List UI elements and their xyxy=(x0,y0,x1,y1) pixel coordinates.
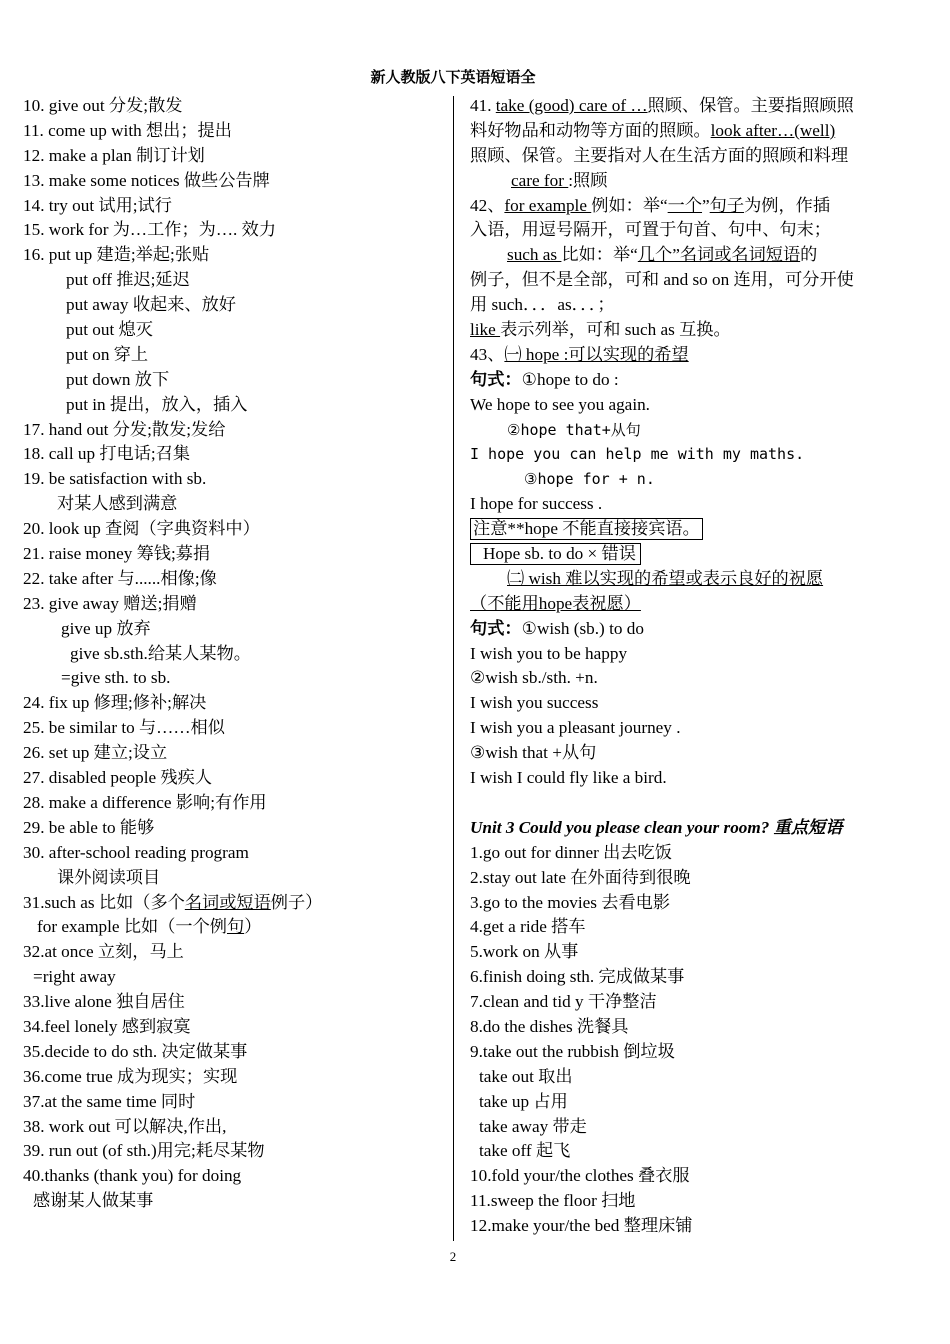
list-item: 6.finish doing sth. 完成做某事 xyxy=(470,967,685,987)
underlined-text: like xyxy=(470,320,501,340)
underlined-text: （不能用hope表祝愿） xyxy=(470,593,641,613)
underlined-text: look after…(well) xyxy=(710,120,836,140)
list-item: I wish you to be happy xyxy=(470,643,628,663)
list-item xyxy=(470,169,895,194)
text: 例如：举“ xyxy=(591,195,668,215)
text: 表示列举，可和 such as 互换。 xyxy=(500,320,731,340)
list-item: put away 收起来、放好 xyxy=(66,295,236,315)
list-item: 37.at the same time 同时 xyxy=(23,1091,196,1111)
list-item: I hope for success . xyxy=(470,494,603,514)
list-item: 17. hand out 分发;散发;发给 xyxy=(23,419,226,439)
page-number: 2 xyxy=(449,1249,457,1264)
list-item: put on 穿上 xyxy=(66,344,149,364)
list-item: take off 起飞 xyxy=(479,1141,571,1161)
list-item: 8.do the dishes 洗餐具 xyxy=(470,1016,629,1036)
list-item: 10.fold your/the clothes 叠衣服 xyxy=(470,1166,690,1186)
text: ” xyxy=(702,195,710,215)
list-item: 38. work out 可以解决,作出, xyxy=(23,1116,227,1136)
text: 的 xyxy=(800,245,818,265)
list-item: 5.work on 从事 xyxy=(470,942,579,962)
list-item: put down 放下 xyxy=(66,369,170,389)
bold-label: 句式： xyxy=(470,618,522,638)
list-item: 26. set up 建立;设立 xyxy=(23,743,168,763)
list-item xyxy=(470,343,895,368)
list-item: 25. be similar to 与……相似 xyxy=(23,718,225,738)
text: 为例，作插 xyxy=(744,195,831,215)
list-item xyxy=(470,243,895,268)
list-item: 30. after-school reading program xyxy=(23,842,249,862)
list-item: 15. work for 为…工作；为…. 效力 xyxy=(23,220,277,240)
list-item: 11.sweep the floor 扫地 xyxy=(470,1191,636,1211)
text: 料好物品和动物等方面的照顾。 xyxy=(470,120,711,140)
list-item: give sb.sth.给某人某物。 xyxy=(70,643,251,663)
list-item: 3.go to the movies 去看电影 xyxy=(470,892,671,912)
right-column xyxy=(470,94,895,1239)
text: ①hope to do : xyxy=(521,369,619,389)
list-item: 2.stay out late 在外面待到很晚 xyxy=(470,867,691,887)
text: :照顾 xyxy=(568,170,608,190)
list-item: 24. fix up 修理;修补;解决 xyxy=(23,693,207,713)
list-item: take up 占用 xyxy=(479,1091,568,1111)
list-item xyxy=(470,94,895,119)
list-item xyxy=(470,567,895,592)
list-item: 23. give away 赠送;捐赠 xyxy=(23,593,197,613)
list-item: 10. give out 分发;散发 xyxy=(23,96,183,115)
text: for example 比如（一个例 xyxy=(37,917,227,937)
list-item xyxy=(470,194,895,219)
left-column xyxy=(23,94,448,1214)
list-item xyxy=(470,119,895,144)
underlined-text: take (good) care of … xyxy=(495,96,648,115)
list-item xyxy=(23,915,448,940)
underlined-text: ㈡ wish 难以实现的希望或表示良好的祝愿 xyxy=(507,568,824,588)
text: 43、 xyxy=(470,344,505,364)
list-item: give up 放弃 xyxy=(61,618,151,638)
list-item: ②wish sb./sth. +n. xyxy=(470,668,598,688)
underlined-text: 几个”名词或名词短语 xyxy=(637,245,801,265)
list-item: 11. come up with 想出；提出 xyxy=(23,120,232,140)
note-box: 注意**hope 不能直接接宾语。 xyxy=(470,518,703,540)
list-item xyxy=(23,891,448,916)
list-item: 例子，但不是全部，可和 and so on 连用，可分开使 xyxy=(470,270,854,290)
list-item xyxy=(470,592,895,617)
list-item: 22. take after 与......相像;像 xyxy=(23,568,217,588)
text: ） xyxy=(244,917,262,937)
list-item: take away 带走 xyxy=(479,1116,587,1136)
list-item: 对某人感到满意 xyxy=(57,494,178,514)
text: 31.such as 比如（多个 xyxy=(23,892,185,912)
list-item: put in 提出，放入，插入 xyxy=(66,394,248,414)
list-item xyxy=(470,517,895,542)
underlined-text: such as xyxy=(507,245,562,265)
list-item: put off 推迟;延迟 xyxy=(66,270,190,290)
list-item: 40.thanks (thank you) for doing xyxy=(23,1166,242,1186)
list-item: 14. try out 试用;试行 xyxy=(23,195,172,215)
list-item: 19. be satisfaction with sb. xyxy=(23,469,207,489)
list-item: 照顾、保管。主要指对人在生活方面的照顾和料理 xyxy=(470,145,849,165)
list-item: put out 熄灭 xyxy=(66,320,153,340)
list-item: 39. run out (of sth.)用完;耗尽某物 xyxy=(23,1141,265,1161)
list-item: take out 取出 xyxy=(479,1066,573,1086)
list-item: 16. put up 建造;举起;张贴 xyxy=(23,245,210,265)
underlined-text: 句 xyxy=(226,917,245,937)
list-item: 9.take out the rubbish 倒垃圾 xyxy=(470,1041,675,1061)
unit-heading: Unit 3 Could you please clean your room? 重点短语 xyxy=(470,817,843,837)
list-item: 21. raise money 筹钱;募捐 xyxy=(23,544,211,564)
list-item: 20. look up 查阅（字典资料中） xyxy=(23,519,260,539)
page-title: 新人教版八下英语短语全 xyxy=(370,68,536,86)
list-item: 课外阅读项目 xyxy=(57,867,161,887)
list-item: 33.live alone 独自居住 xyxy=(23,992,185,1012)
text: ①wish (sb.) to do xyxy=(521,618,644,638)
text: 比如：举“ xyxy=(561,245,638,265)
list-item xyxy=(470,617,895,642)
list-item xyxy=(470,542,895,567)
list-item: 35.decide to do sth. 决定做某事 xyxy=(23,1041,248,1061)
list-item xyxy=(470,368,895,393)
list-item: 32.at once 立刻，马上 xyxy=(23,942,184,962)
list-item: 29. be able to 能够 xyxy=(23,817,155,837)
list-item: 13. make some notices 做些公告牌 xyxy=(23,170,270,190)
list-item: I wish you a pleasant journey . xyxy=(470,718,681,738)
list-item: ②hope that+从句 xyxy=(507,420,641,439)
text: 42、 xyxy=(470,195,505,215)
text: 照顾、保管。主要指照顾照 xyxy=(647,96,854,115)
list-item: I wish you success xyxy=(470,693,599,713)
bold-label: 句式： xyxy=(470,369,522,389)
list-item: 28. make a difference 影响;有作用 xyxy=(23,792,267,812)
list-item: I wish I could fly like a bird. xyxy=(470,768,667,788)
list-item: I hope you can help me with my maths. xyxy=(470,445,805,464)
list-item: 12.make your/the bed 整理床铺 xyxy=(470,1216,693,1236)
list-item: =right away xyxy=(33,967,116,987)
list-item: 用 such．．．as．．．； xyxy=(470,295,615,315)
column-divider xyxy=(453,96,454,1241)
blank-line xyxy=(470,791,895,816)
list-item: 感谢某人做某事 xyxy=(33,1191,154,1211)
list-item: ③hope for + n. xyxy=(524,470,655,489)
underlined-text: for example xyxy=(504,195,592,215)
error-box: Hope sb. to do × 错误 xyxy=(470,543,641,565)
list-item xyxy=(470,318,895,343)
underlined-text: 句子 xyxy=(709,195,745,215)
text: 41. xyxy=(470,96,496,115)
list-item: 27. disabled people 残疾人 xyxy=(23,768,213,788)
list-item: =give sth. to sb. xyxy=(61,668,171,688)
list-item: 4.get a ride 搭车 xyxy=(470,917,586,937)
list-item: 36.come true 成为现实；实现 xyxy=(23,1066,238,1086)
list-item: ③wish that +从句 xyxy=(470,743,597,763)
list-item: 7.clean and tid y 干净整洁 xyxy=(470,992,657,1012)
underlined-text: care for xyxy=(511,170,569,190)
list-item: 34.feel lonely 感到寂寞 xyxy=(23,1016,191,1036)
list-item: 18. call up 打电话;召集 xyxy=(23,444,191,464)
list-item: We hope to see you again. xyxy=(470,394,650,414)
list-item: 1.go out for dinner 出去吃饭 xyxy=(470,842,672,862)
text: 例子） xyxy=(270,892,323,912)
list-item: 12. make a plan 制订计划 xyxy=(23,145,205,165)
underlined-text: ㈠ hope :可以实现的希望 xyxy=(504,344,689,364)
list-item: 入语，用逗号隔开，可置于句首、句中、句末； xyxy=(470,220,831,240)
underlined-text: 一个 xyxy=(667,195,703,215)
underlined-text: 名词或短语 xyxy=(184,892,271,912)
